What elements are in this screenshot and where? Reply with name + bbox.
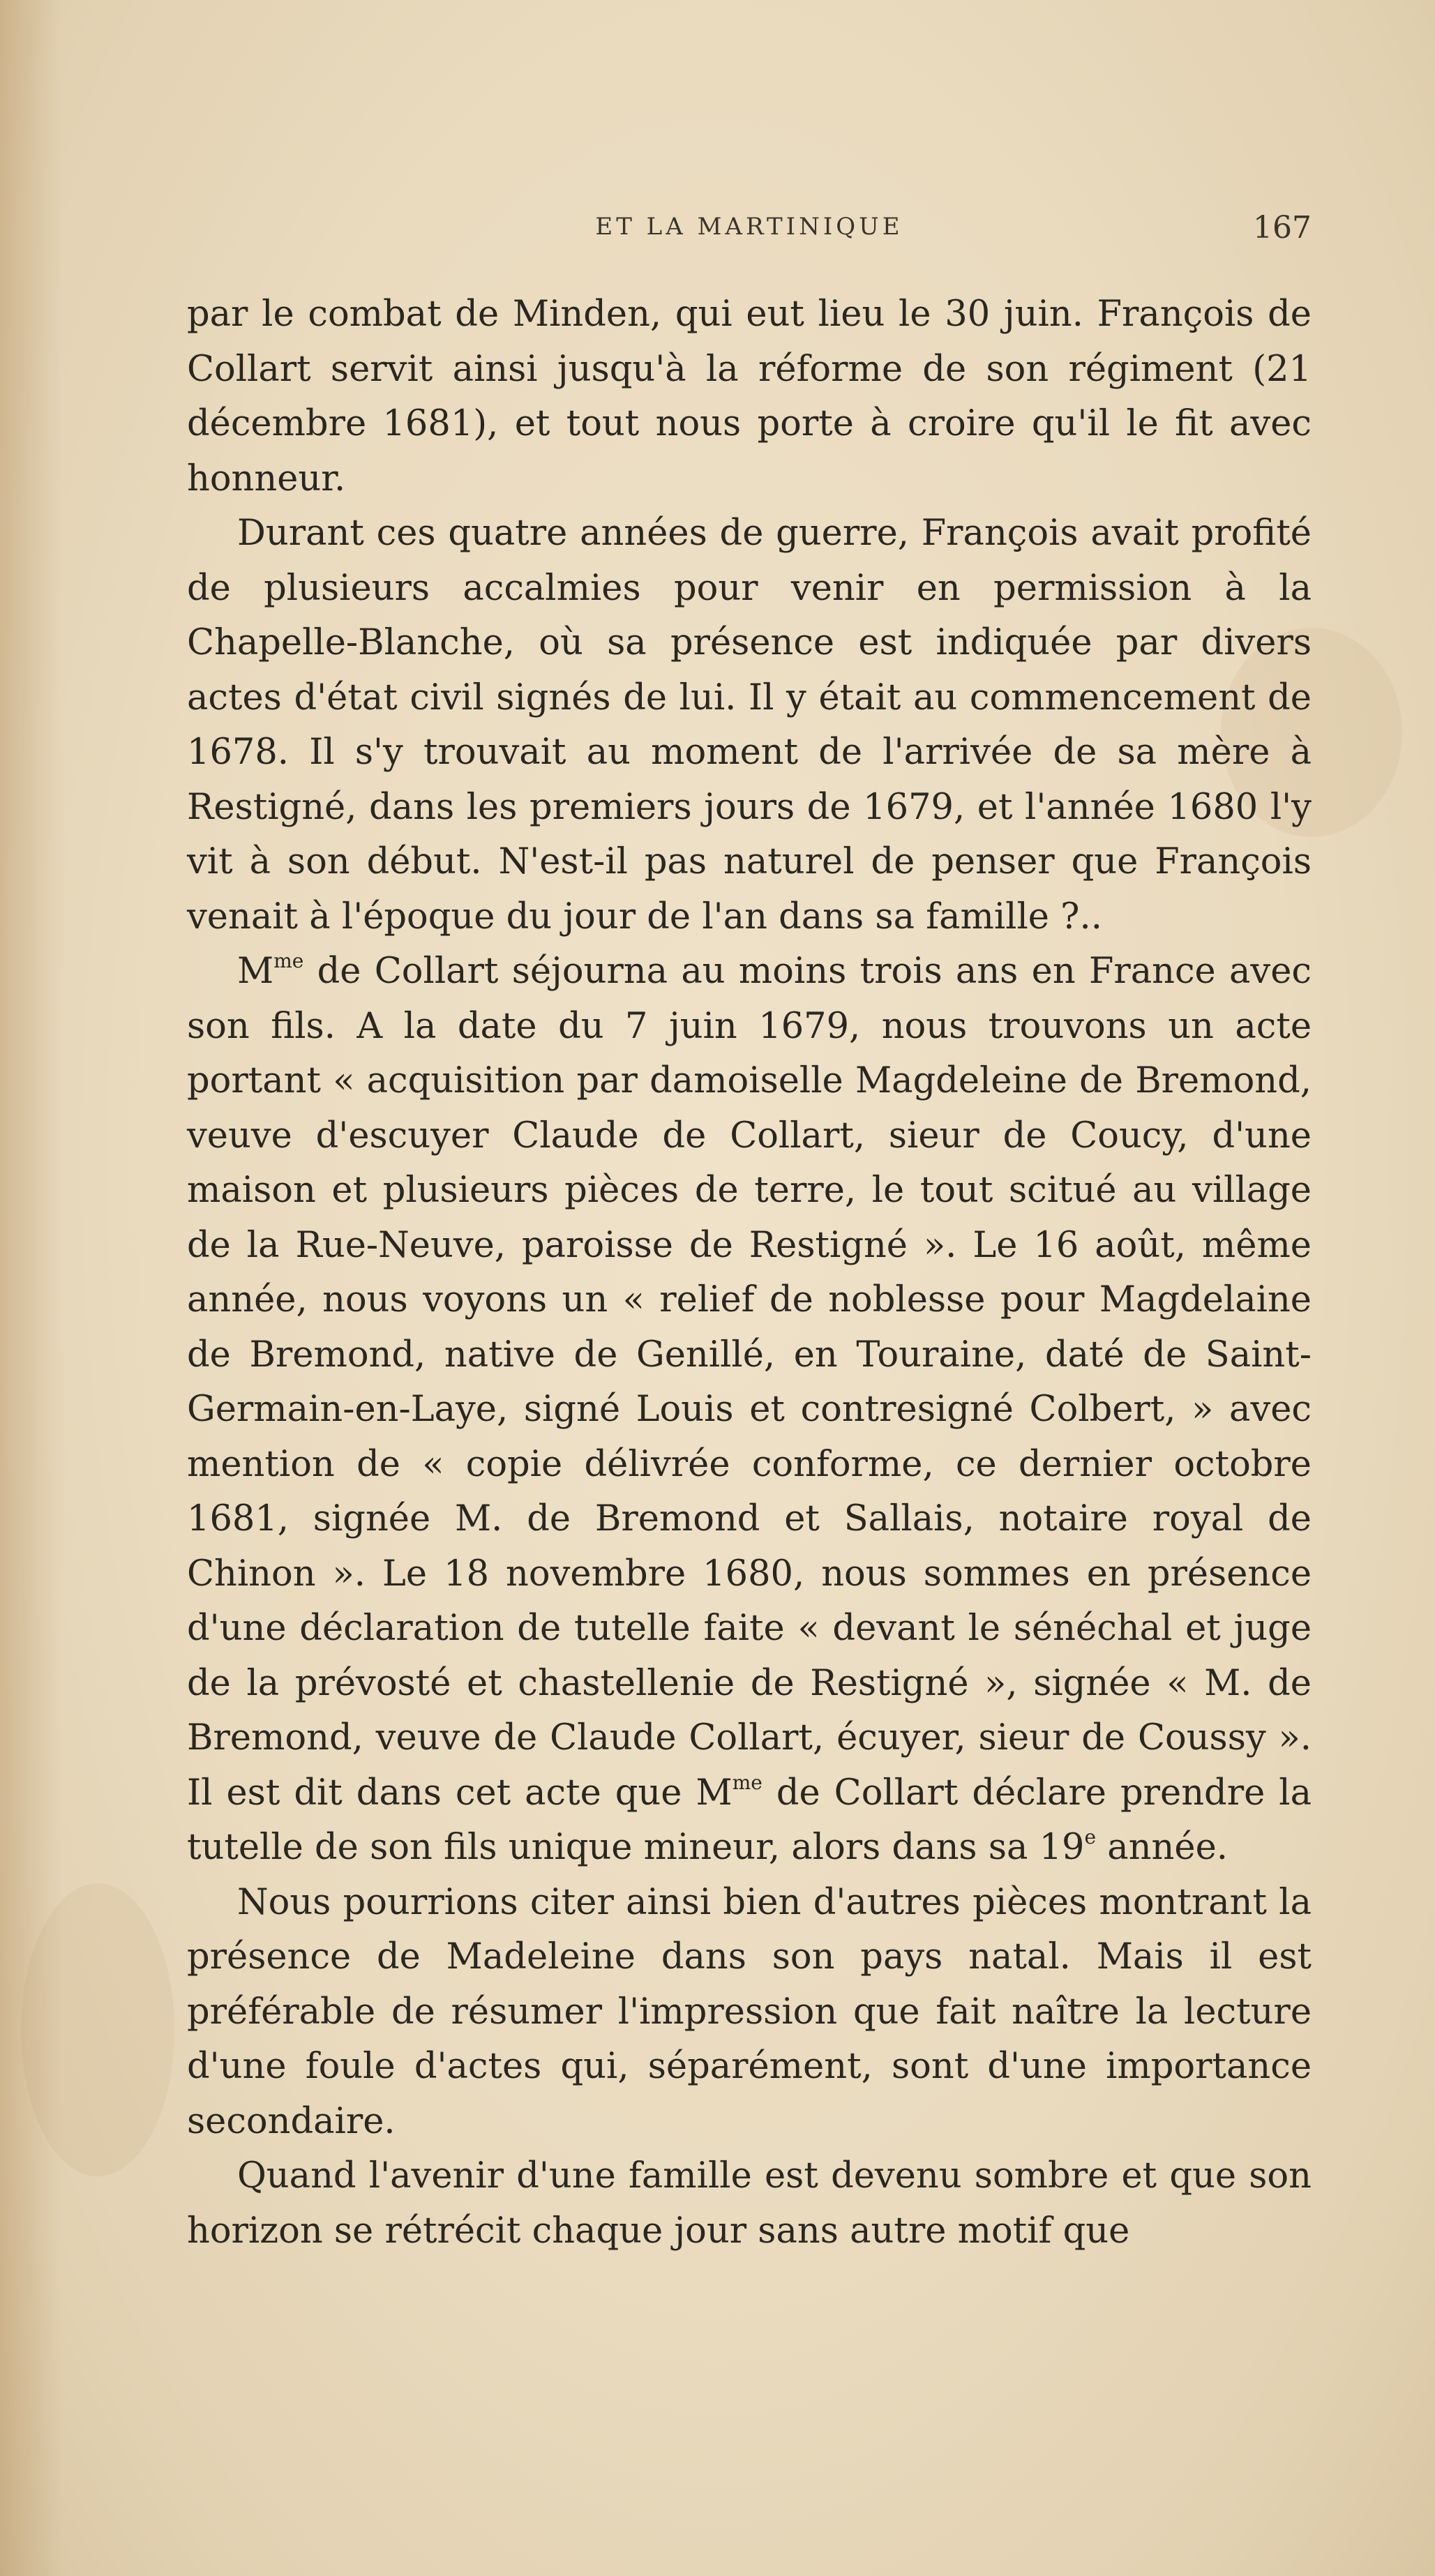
paragraph-text: par le combat de Minden, qui eut lieu le 30 juin. François de Collart servit ainsi jusqu'à la réforme de son régiment (21 décembre 1681), et tout nous porte à croire qu'il le fit avec honneur.	[187, 294, 1312, 499]
paragraph-prefix: M	[237, 951, 274, 992]
paragraph-text: Durant ces quatre années de guerre, François avait profité de plusieurs accalmies pour venir en permission à la Chapelle-Blanche, où sa présence est indiquée par divers actes d'état civil signés de lui. Il y était au commencement de 1678. Il s'y trouvait au moment de l'arrivée de sa mère à Restigné, dans les premiers jours de 1679, et l'année 1680 l'y vit à son début. N'est-il pas naturel de penser que François venait à l'époque du jour de l'an dans sa famille ?..	[187, 513, 1312, 937]
paragraph-text: de Collart séjourna au moins trois ans en France avec son fils. A la date du 7 juin 1679, nous trouvons un acte portant « acquisition par damoiselle Magdeleine de Bremond, veuve d'escuyer Claude de Collart, sieur de Coucy, d'une maison et plusieurs pièces de terre, le tout scitué au village de la Rue-Neuve, paroisse de Restigné ». Le 16 août, même année, nous voyons un « relief de noblesse pour Magdelaine de Bremond, native de Genillé, en Touraine, daté de Saint-Germain-en-Laye, signé Louis et contresigné Colbert, » avec mention de « copie délivrée conforme, ce dernier octobre 1681, signée M. de Bremond et Sallais, notaire royal de Chinon ». Le 18 novembre 1680, nous sommes en présence d'une déclaration de tutelle faite « devant le sénéchal et juge de la prévosté et chastellenie de Restigné », signée « M. de Bremond, veuve de Claude Collart, écuyer, sieur de Coussy ». Il est dit dans cet acte que M	[187, 951, 1312, 1814]
running-head: ET LA MARTINIQUE	[595, 213, 903, 241]
page-edge-stain	[0, 0, 63, 2576]
paragraph-text: Quand l'avenir d'une famille est devenu sombre et que son horizon se rétrécit chaque jour sans autre motif que	[187, 2155, 1312, 2252]
body-text	[187, 287, 1312, 2259]
superscript: me	[273, 949, 304, 972]
page-number: 167	[1253, 210, 1312, 246]
superscript: e	[1084, 1825, 1097, 1848]
paragraph	[187, 2149, 1312, 2259]
paragraph-text: année.	[1096, 1827, 1228, 1868]
page-header	[187, 210, 1312, 255]
paper-stain	[21, 1883, 174, 2176]
paragraph	[187, 1876, 1312, 2150]
paragraph	[187, 506, 1312, 944]
paragraph	[187, 287, 1312, 506]
paragraph	[187, 944, 1312, 1876]
superscript: me	[732, 1770, 762, 1794]
paragraph-text: Nous pourrions citer ainsi bien d'autres pièces montrant la présence de Madeleine dans son pays natal. Mais il est préférable de résumer l'impression que fait naître la lecture d'une foule d'actes qui, séparément, sont d'une importance secondaire.	[187, 1881, 1312, 2142]
paragraph-text: de Collart déclare prendre la tutelle de son fils unique mineur, alors dans sa 19	[187, 1772, 1312, 1868]
